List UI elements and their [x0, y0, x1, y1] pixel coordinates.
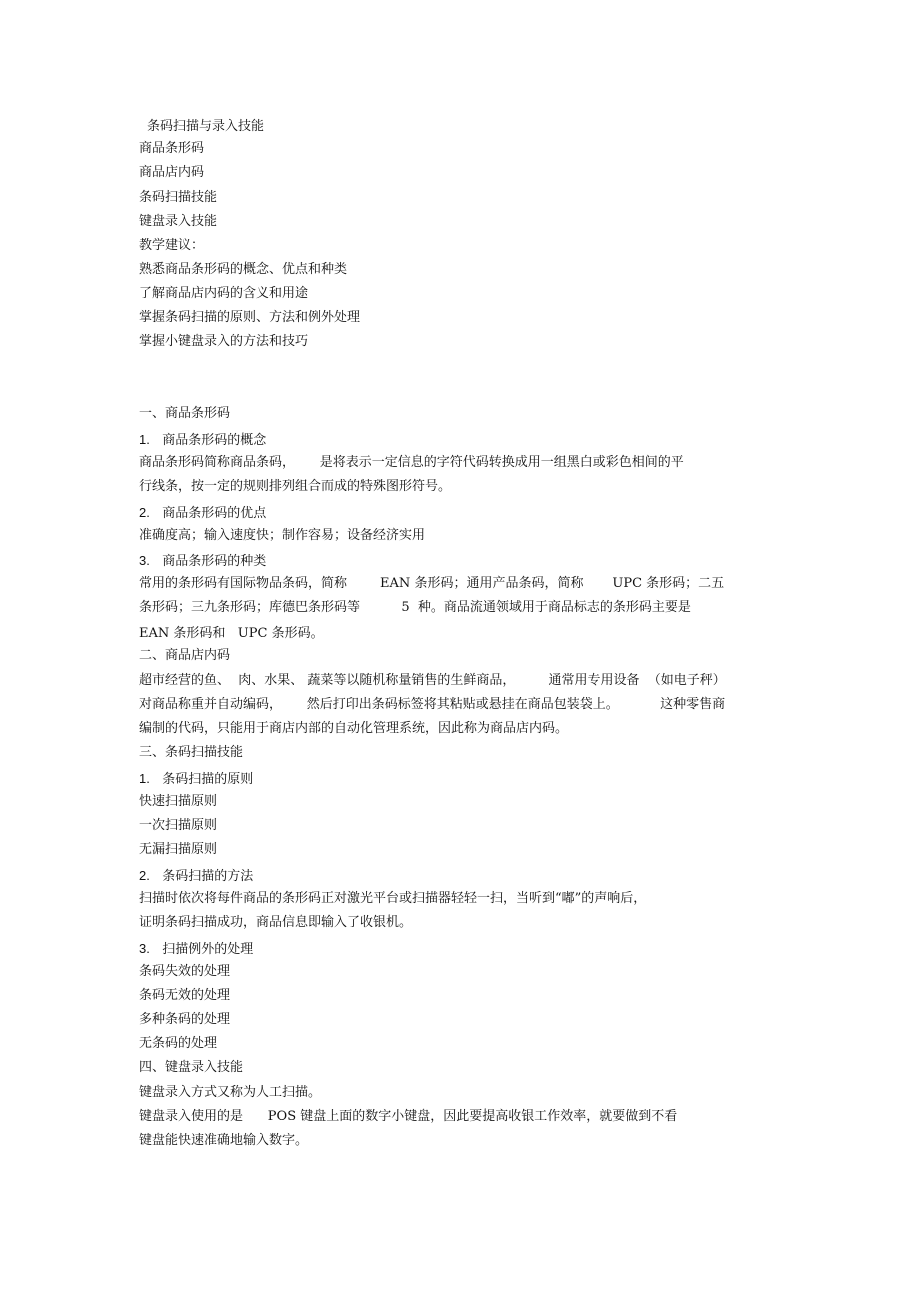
subheading-text: 条码扫描的方法	[162, 869, 254, 884]
paragraph-line: 键盘能快速准确地输入数字。	[139, 1133, 309, 1148]
suggestion-item: 掌握小键盘录入的方法和技巧	[139, 334, 309, 349]
section-heading: 二、商品店内码	[139, 648, 231, 663]
paragraph-line: 键盘录入使用的是 POS 键盘上面的数字小键盘，因此要提高收银工作效率，就要做到不看	[139, 1109, 678, 1124]
section-heading: 一、商品条形码	[139, 406, 231, 421]
topic-item: 商品店内码	[139, 165, 205, 180]
suggestion-item: 掌握条码扫描的原则、方法和例外处理	[139, 310, 361, 325]
paragraph-line: 键盘录入方式又称为人工扫描。	[139, 1085, 322, 1100]
subheading-number: 1.	[139, 771, 150, 786]
subheading	[139, 941, 253, 958]
paragraph-line: EAN 条形码和 UPC 条形码。	[139, 626, 324, 641]
paragraph-line: 编制的代码，只能用于商店内部的自动化管理系统，因此称为商品店内码。	[139, 721, 569, 736]
paragraph-line: 条形码；三九条形码；库德巴条形码等 5 种。商品流通领域用于商品标志的条形码主要是	[139, 600, 691, 615]
topic-item: 商品条形码	[139, 141, 205, 156]
subheading	[139, 868, 253, 885]
exception-item: 多种条码的处理	[139, 1012, 231, 1027]
subheading-text: 商品条形码的优点	[162, 506, 267, 521]
subheading-text: 商品条形码的种类	[162, 554, 267, 569]
paragraph-line: 超市经营的鱼、 肉、水果、 蔬菜等以随机称量销售的生鲜商品， 通常用专用设备 （如电子秤）	[139, 673, 726, 688]
principle-item: 快速扫描原则	[139, 794, 218, 809]
subheading	[139, 771, 253, 788]
paragraph-line: 常用的条形码有国际物品条码，简称 EAN 条形码；通用产品条码，简称 UPC 条形码；二五	[139, 576, 725, 591]
suggestion-item: 了解商品店内码的含义和用途	[139, 286, 309, 301]
suggestion-label: 教学建议：	[139, 238, 205, 253]
topic-item: 键盘录入技能	[139, 214, 218, 229]
subheading-number: 2.	[139, 505, 150, 520]
subheading	[139, 553, 266, 570]
section-heading: 四、键盘录入技能	[139, 1060, 244, 1075]
principle-item: 一次扫描原则	[139, 818, 218, 833]
suggestion-item: 熟悉商品条形码的概念、优点和种类	[139, 262, 348, 277]
subheading-text: 商品条形码的概念	[162, 433, 267, 448]
section-heading: 三、条码扫描技能	[139, 745, 244, 760]
doc-title: 条码扫描与录入技能	[147, 119, 265, 134]
paragraph-line: 准确度高；输入速度快；制作容易；设备经济实用	[139, 528, 426, 543]
subheading	[139, 432, 266, 449]
subheading-text: 扫描例外的处理	[162, 942, 254, 957]
paragraph-line: 商品条形码简称商品条码， 是将表示一定信息的字符代码转换成用一组黑白或彩色相间的平	[139, 455, 684, 470]
topic-item: 条码扫描技能	[139, 190, 218, 205]
subheading-text: 条码扫描的原则	[162, 772, 254, 787]
subheading-number: 3.	[139, 553, 150, 568]
exception-item: 无条码的处理	[139, 1036, 218, 1051]
exception-item: 条码失效的处理	[139, 964, 231, 979]
paragraph-line: 行线条，按一定的规则排列组合而成的特殊图形符号。	[139, 479, 452, 494]
subheading-number: 2.	[139, 868, 150, 883]
paragraph-line: 扫描时依次将每件商品的条形码正对激光平台或扫描器轻轻一扫，当听到“嘟”的声响后，	[139, 891, 647, 906]
paragraph-line: 证明条码扫描成功，商品信息即输入了收银机。	[139, 915, 413, 930]
subheading-number: 3.	[139, 941, 150, 956]
subheading	[139, 505, 266, 522]
paragraph-line: 对商品称重并自动编码， 然后打印出条码标签将其粘贴或悬挂在商品包装袋上。 这种零售商	[139, 697, 726, 712]
exception-item: 条码无效的处理	[139, 988, 231, 1003]
principle-item: 无漏扫描原则	[139, 842, 218, 857]
subheading-number: 1.	[139, 432, 150, 447]
